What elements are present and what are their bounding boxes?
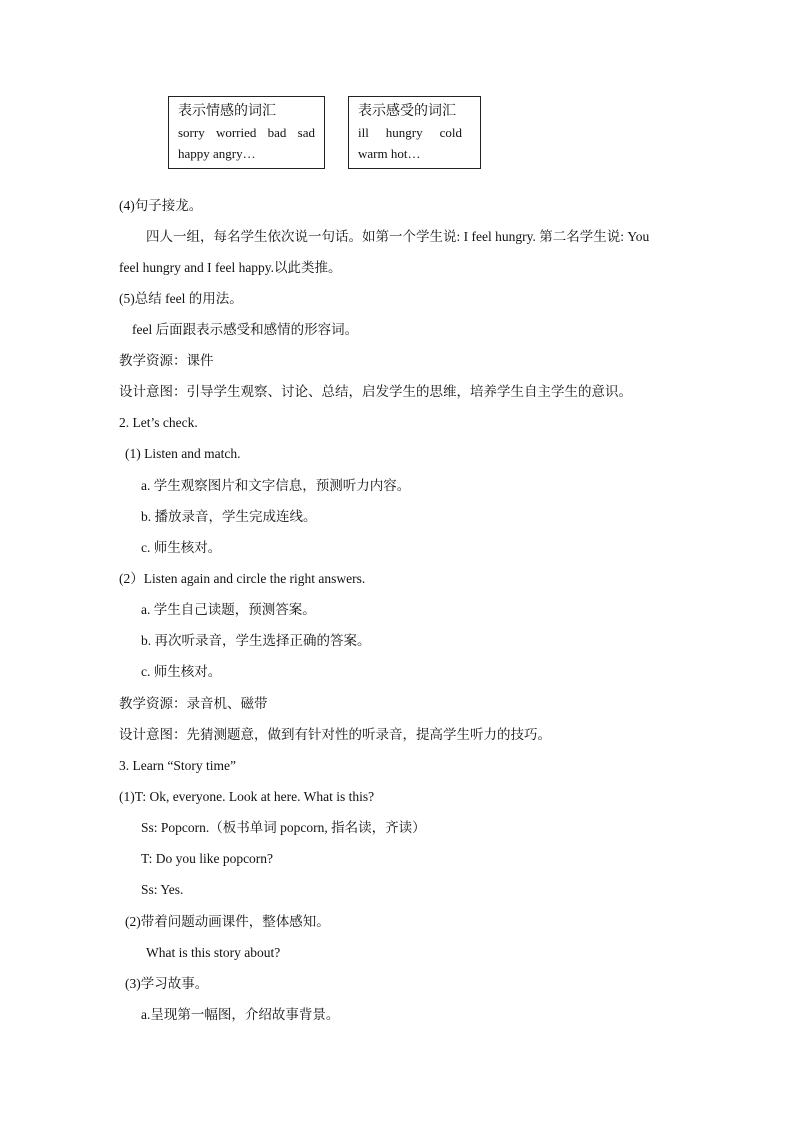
step-4-body-line2: feel hungry and I feel happy.以此类推。 bbox=[119, 260, 342, 275]
feeling-words-title: 表示感受的词汇 bbox=[358, 104, 456, 119]
check-2-item-b: b. 再次听录音，学生选择正确的答案。 bbox=[141, 633, 371, 648]
feeling-words-box bbox=[348, 96, 481, 169]
story-1-students-answer: Ss: Yes. bbox=[141, 882, 184, 897]
check-2-heading: (2）Listen again and circle the right answers. bbox=[119, 571, 366, 586]
word-worried: worried bbox=[215, 125, 257, 140]
check-1-item-a: a. 学生观察图片和文字信息，预测听力内容。 bbox=[141, 478, 411, 493]
check-1-item-b: b. 播放录音，学生完成连线。 bbox=[141, 509, 317, 524]
feeling-words-line1 bbox=[358, 124, 462, 142]
step-4-heading: (4)句子接龙。 bbox=[119, 198, 203, 213]
word-hungry: hungry bbox=[385, 125, 423, 140]
emotion-words-line1 bbox=[178, 124, 315, 142]
resource-line: 教学资源：课件 bbox=[119, 353, 214, 368]
emotion-words-box bbox=[168, 96, 325, 169]
step-4-body-line1: 四人一组，每名学生依次说一句话。如第一个学生说: I feel hungry. 第二名学生说: You bbox=[146, 229, 650, 244]
section-3-heading: 3. Learn “Story time” bbox=[119, 758, 236, 773]
emotion-words-line2: happy angry… bbox=[178, 146, 256, 161]
check-1-heading: (1) Listen and match. bbox=[125, 446, 241, 461]
check-1-item-c: c. 师生核对。 bbox=[141, 540, 222, 555]
story-1-students-line: Ss: Popcorn.（板书单词 popcorn, 指名读，齐读） bbox=[141, 820, 426, 835]
step-5-body: feel 后面跟表示感受和感情的形容词。 bbox=[132, 322, 359, 337]
section-2-heading: 2. Let’s check. bbox=[119, 415, 198, 430]
word-sorry: sorry bbox=[178, 125, 205, 140]
emotion-words-title: 表示情感的词汇 bbox=[178, 104, 276, 119]
design-intent-line-2: 设计意图：先猜测题意，做到有针对性的听录音，提高学生听力的技巧。 bbox=[119, 727, 551, 742]
design-intent-line: 设计意图：引导学生观察、讨论、总结，启发学生的思维，培养学生自主学生的意识。 bbox=[119, 384, 632, 399]
story-2-question: What is this story about? bbox=[146, 945, 281, 960]
story-1-teacher-question: T: Do you like popcorn? bbox=[141, 851, 274, 866]
word-sad: sad bbox=[297, 125, 315, 140]
resource-line-2: 教学资源：录音机、磁带 bbox=[119, 696, 268, 711]
check-2-item-c: c. 师生核对。 bbox=[141, 664, 222, 679]
word-cold: cold bbox=[439, 125, 462, 140]
word-ill: ill bbox=[358, 125, 369, 140]
word-bad: bad bbox=[267, 125, 287, 140]
story-1-teacher-line: (1)T: Ok, everyone. Look at here. What is this? bbox=[119, 789, 375, 804]
check-2-item-a: a. 学生自己读题，预测答案。 bbox=[141, 602, 316, 617]
step-5-heading: (5)总结 feel 的用法。 bbox=[119, 291, 243, 306]
story-3-item-a: a.呈现第一幅图，介绍故事背景。 bbox=[141, 1007, 340, 1022]
story-2-heading: (2)带着问题动画课件，整体感知。 bbox=[125, 914, 330, 929]
feeling-words-line2: warm hot… bbox=[358, 146, 421, 161]
story-3-heading: (3)学习故事。 bbox=[125, 976, 209, 991]
